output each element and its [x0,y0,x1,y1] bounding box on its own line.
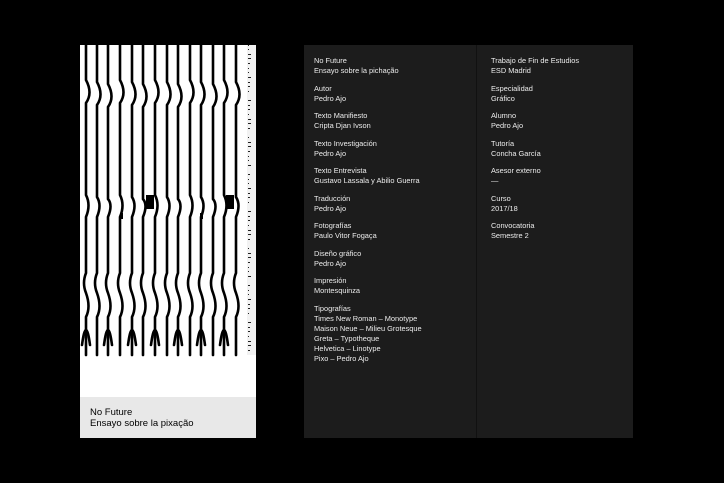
colophon-value: Pedro Ajo [314,203,347,213]
colophon-value: Pedro Ajo [314,93,347,103]
colophon-label: Trabajo de Fin de Estudios [491,56,580,65]
colophon-value: Gráfico [491,93,515,103]
colophon-value: Montesquinza [314,286,361,295]
colophon-label: No Future [314,56,347,65]
colophon-entry [314,84,422,104]
colophon-entry [314,56,422,76]
colophon-entry [314,304,422,364]
colophon-entry [314,276,422,296]
colophon-entry [491,111,579,131]
pixacao-artwork-graphic [80,45,256,355]
colophon-spread [304,45,633,438]
colophon-value: Helvetica – Linotype [314,343,381,353]
colophon-entry [491,221,579,241]
cover-author: Pedro Ajo [90,457,132,468]
colophon-label: Impresión [314,276,347,285]
colophon-entry [314,221,422,241]
colophon-value: Pedro Ajo [314,148,347,158]
colophon-left-column [314,56,422,371]
colophon-value: Paulo Vitor Fogaça [314,231,377,240]
colophon-value: Gustavo Lassala y Abilio Guerra [314,176,420,185]
colophon-value: Pedro Ajo [314,258,347,268]
spread-fold [476,45,477,438]
cover-subtitle: Ensayo sobre la pixação [90,418,194,429]
cover-title-block [90,407,194,429]
colophon-value: Maison Neue – Milieu Grotesque [314,323,422,333]
colophon-value: Pixo – Pedro Ajo [314,353,369,363]
book-cover [80,45,256,468]
colophon-value: Times New Roman – Monotype [314,313,418,323]
colophon-value: Semestre 2 [491,231,529,240]
colophon-entry [314,166,422,186]
colophon-entry [314,139,422,159]
colophon-value: Concha García [491,148,541,158]
colophon-entry [314,194,422,214]
colophon-value: Cripta Djan Ivson [314,121,371,130]
cover-title: No Future [90,407,133,418]
colophon-label: Fotografías [314,221,352,230]
colophon-value: Ensayo sobre la pichação [314,66,399,75]
colophon-label: Traducción [314,193,351,203]
colophon-right-column [491,56,579,249]
colophon-label: Curso [491,193,511,203]
pixacao-lettering-artwork [80,45,256,355]
colophon-entry [314,249,422,269]
colophon-value: — [491,176,499,185]
colophon-entry [491,56,579,76]
colophon-value: ESD Madrid [491,66,531,75]
colophon-label: Texto Investigación [314,138,377,148]
colophon-entry [314,111,422,131]
colophon-entry [491,84,579,104]
colophon-label: Tutoría [491,138,515,148]
colophon-label: Especialidad [491,83,533,93]
colophon-entry [491,194,579,214]
colophon-value: Pedro Ajo [491,121,524,130]
colophon-label: Diseño gráfico [314,248,362,258]
colophon-label: Texto Entrevista [314,166,367,175]
colophon-value: Greta – Typotheque [314,333,380,343]
colophon-entry [491,139,579,159]
colophon-value: 2017/18 [491,203,518,213]
colophon-label: Convocatoria [491,221,535,230]
colophon-label: Autor [314,83,332,93]
colophon-entry [491,166,579,186]
colophon-label: Asesor externo [491,166,541,175]
colophon-label: Texto Manifiesto [314,111,368,120]
colophon-label: Alumno [491,111,517,120]
colophon-label: Tipografías [314,303,351,313]
